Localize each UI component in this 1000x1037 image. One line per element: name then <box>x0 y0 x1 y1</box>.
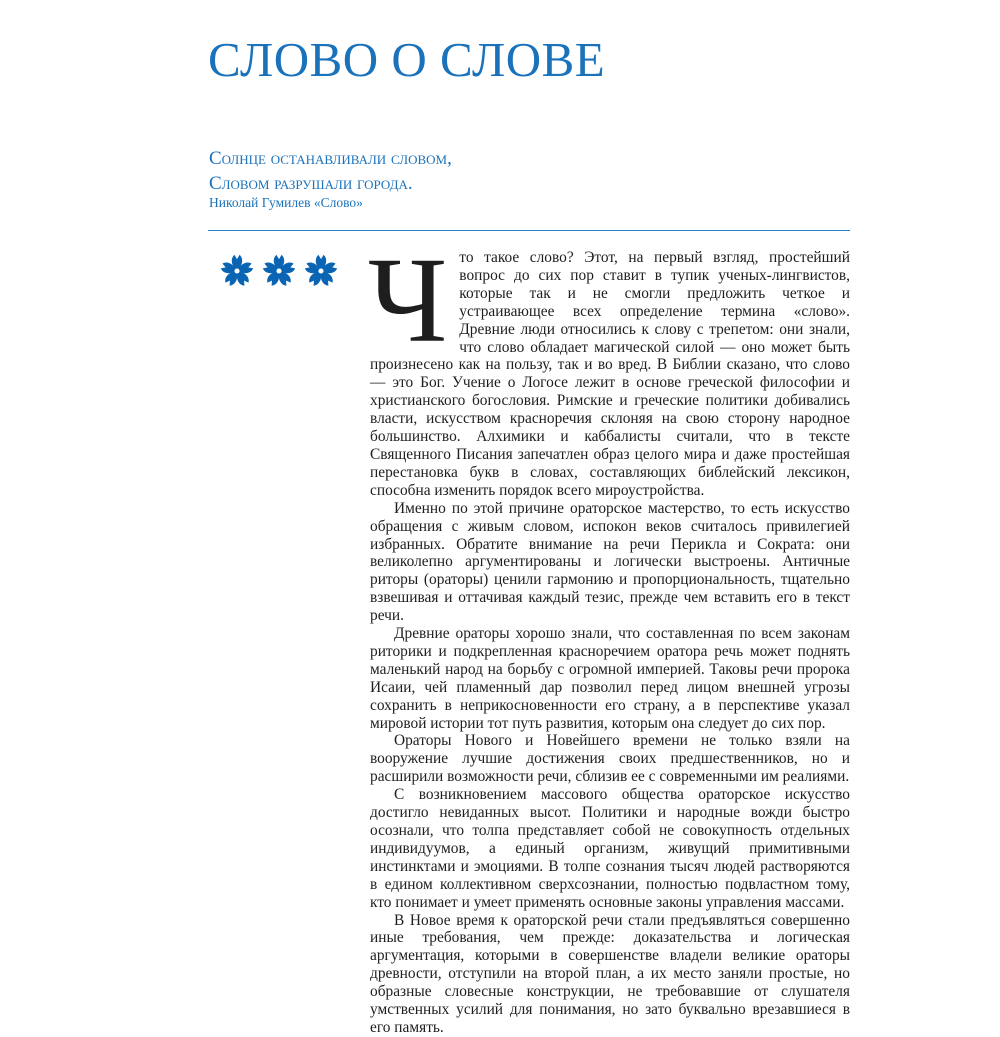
flower-asterisk-icon <box>304 254 338 288</box>
drop-cap: Ч <box>368 233 448 368</box>
paragraph: С возникновением массового общества ораторское искусство достигло невиданных высот. Политики и народные вожди быстро осознали, что толпа представляет собой не совокупность отдельных индивидуумов, а единый организм, живущий примитивными инстинктами и эмоциями. В толпе сознания тысяч людей растворяются в едином коллективном сверхсознании, полностью подвластном тому, кто понимает и умеет применять основные законы управления массами. <box>370 786 850 911</box>
epigraph-line: Солнце останавливали словом, <box>209 148 452 169</box>
flower-asterisk-icon <box>220 254 254 288</box>
page-title: СЛОВО О СЛОВЕ <box>208 32 606 87</box>
paragraph-text: то такое слово? Этот, на первый взгляд, простейший вопрос до сих пор ставит в тупик ученых-лингвистов, которые так и не смогли предложить четкое и устраивающее всех определение термина «слово». Древние люди относились к слову с трепетом: они знали, что слово обладает магической силой — оно может быть произнесено как на пользу, так и во вред. В Библии сказано, что слово — это Бог. Учение о Логосе лежит в основе греческой философии и христианского богословия. Римские и греческие политики добивались власти, искусством красноречия склоняя на свою сторону народное большинство. Алхимики и каббалисты считали, что в тексте Священного Писания запечатлен образ целого мира и даже простейшая перестановка букв в словах, составляющих библейский лексикон, способна изменить порядок всего мироустройства. <box>370 249 850 499</box>
paragraph: Древние ораторы хорошо знали, что составленная по всем законам риторики и подкрепленная красноречием оратора речь может поднять маленький народ на борьбу с огромной империей. Таковы речи пророка Исаии, чей пламенный дар позволил перед лицом внешней угрозы сохранить в неприкосновенности его страну, а в перспективе указал мировой истории тот путь развития, которым она следует до сих пор. <box>370 625 850 732</box>
article-body <box>368 233 850 1037</box>
epigraph-attribution: Николай Гумилев «Слово» <box>209 195 363 210</box>
section-divider <box>208 230 850 231</box>
paragraph: Ораторы Нового и Новейшего времени не только взяли на вооружение лучшие достижения своих предшественников, но и расширили возможности речи, сблизив ее с современными им реалиями. <box>370 732 850 786</box>
flower-asterisk-icon <box>262 254 296 288</box>
ornament <box>220 254 338 288</box>
epigraph-line: Словом разрушали города. <box>209 173 413 194</box>
paragraph: В Новое время к ораторской речи стали предъявляться совершенно иные требования, чем прежде: доказательства и логическая аргументация, которыми в совершенстве владели великие ораторы древности, отступили на второй план, а их место заняли простые, но образные словесные конструкции, не требовавшие от слушателя умственных усилий для понимания, но зато буквально врезавшиеся в его память. <box>370 911 850 1036</box>
epigraph <box>209 146 452 196</box>
paragraph: Именно по этой причине ораторское мастерство, то есть искусство обращения с живым словом, испокон веков считалось привилегией избранных. Обратите внимание на речи Перикла и Сократа: они великолепно аргументированы и логически выстроены. Античные риторы (ораторы) ценили гармонию и пропорциональность, тщательно взвешивая и оттачивая каждый тезис, прежде чем вставить его в текст речи. <box>370 499 850 625</box>
paragraph <box>368 233 850 500</box>
